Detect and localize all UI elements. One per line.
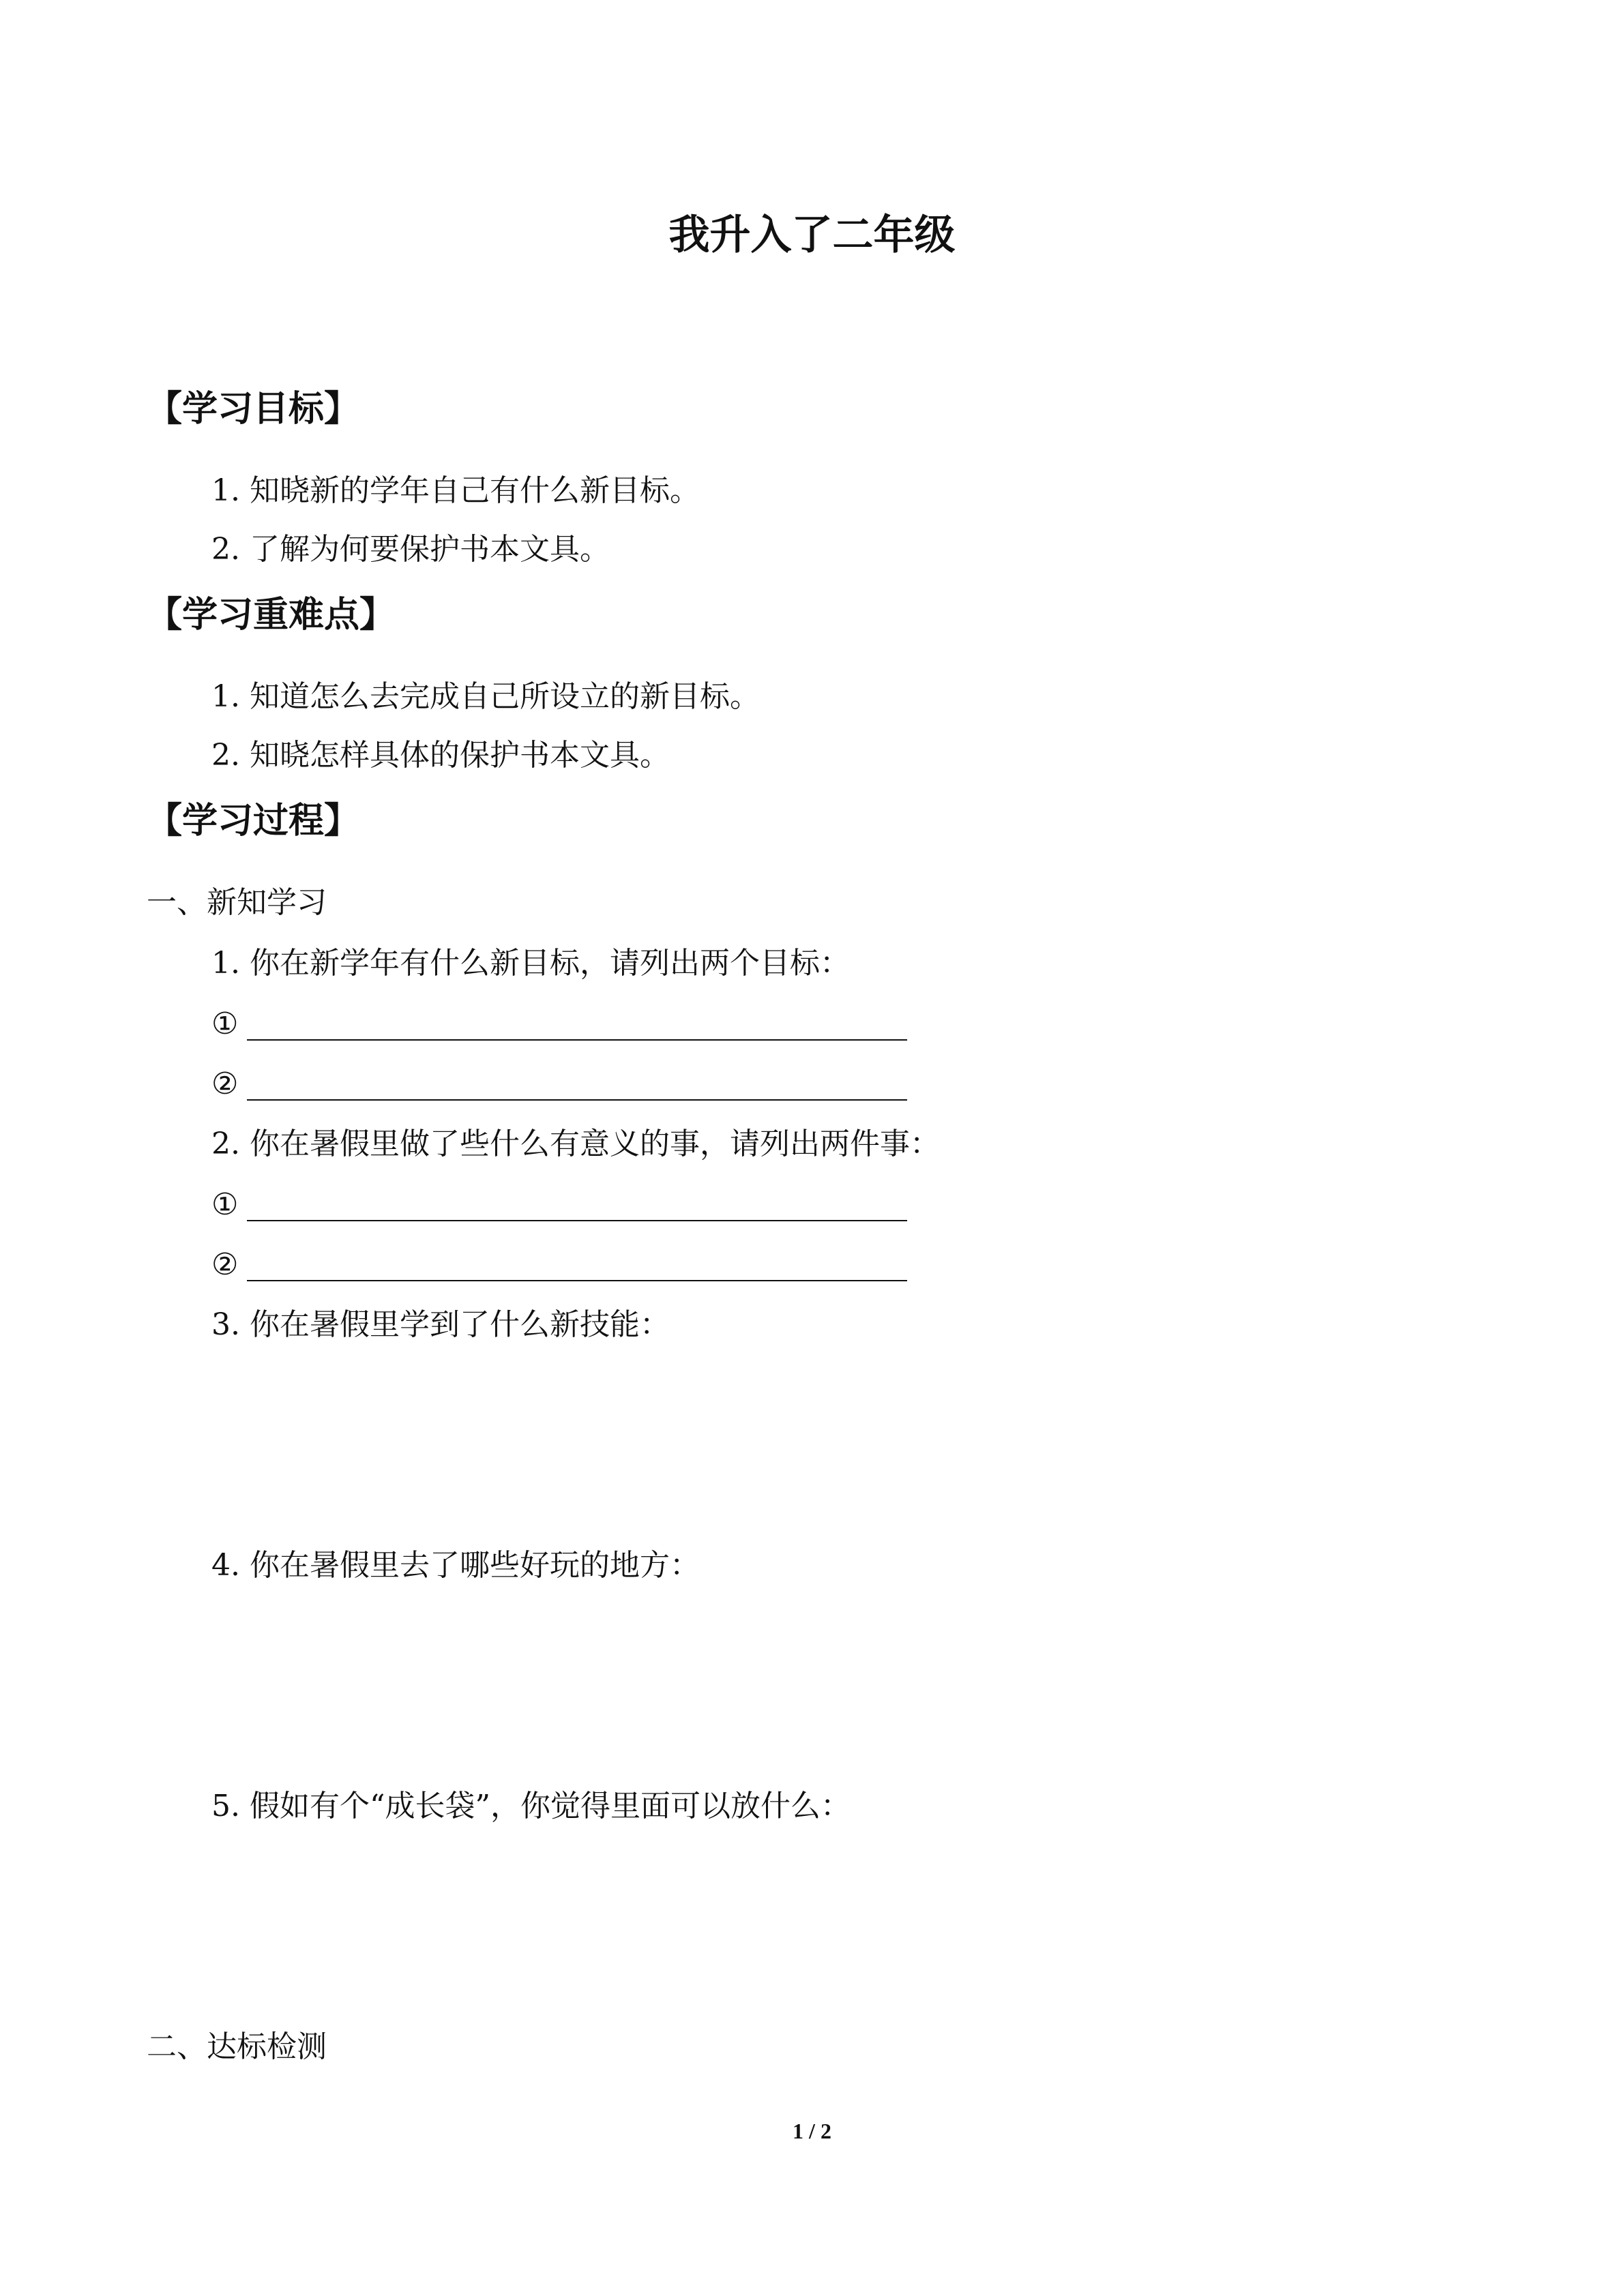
answer-line-q1-1[interactable] bbox=[211, 1004, 907, 1045]
answer-marker: ② bbox=[211, 1247, 239, 1282]
objectives-heading: 【学习目标】 bbox=[147, 389, 360, 430]
objective-item-2: 2. 了解为何要保护书本文具。 bbox=[211, 532, 610, 567]
answer-line-q2-1[interactable] bbox=[211, 1184, 907, 1225]
process-heading: 【学习过程】 bbox=[147, 801, 360, 841]
section-new-knowledge-label: 一、新知学习 bbox=[147, 885, 327, 920]
answer-marker: ② bbox=[211, 1067, 239, 1101]
blank-line bbox=[247, 1039, 907, 1041]
question-3: 3. 你在暑假里学到了什么新技能： bbox=[211, 1307, 670, 1342]
blank-line bbox=[247, 1220, 907, 1221]
key-point-item-1: 1. 知道怎么去完成自己所设立的新目标。 bbox=[211, 679, 760, 714]
page-title: 我升入了二年级 bbox=[668, 211, 956, 259]
blank-line bbox=[247, 1099, 907, 1101]
objective-item-1: 1. 知晓新的学年自己有什么新目标。 bbox=[211, 473, 700, 508]
answer-line-q2-2[interactable] bbox=[211, 1244, 907, 1285]
blank-line bbox=[247, 1280, 907, 1281]
section-assessment-label: 二、达标检测 bbox=[147, 2029, 327, 2064]
question-5: 5. 假如有个“成长袋”，你觉得里面可以放什么： bbox=[211, 1789, 851, 1823]
key-point-item-2: 2. 知晓怎样具体的保护书本文具。 bbox=[211, 738, 670, 773]
answer-marker: ① bbox=[211, 1187, 239, 1222]
question-2: 2. 你在暑假里做了些什么有意义的事，请列出两件事： bbox=[211, 1127, 940, 1161]
question-4: 4. 你在暑假里去了哪些好玩的地方： bbox=[211, 1548, 700, 1583]
answer-marker: ① bbox=[211, 1007, 239, 1041]
page-number: 1 / 2 bbox=[793, 2119, 831, 2143]
question-1: 1. 你在新学年有什么新目标，请列出两个目标： bbox=[211, 946, 850, 981]
answer-line-q1-2[interactable] bbox=[211, 1064, 907, 1105]
key-points-heading: 【学习重难点】 bbox=[147, 595, 396, 636]
